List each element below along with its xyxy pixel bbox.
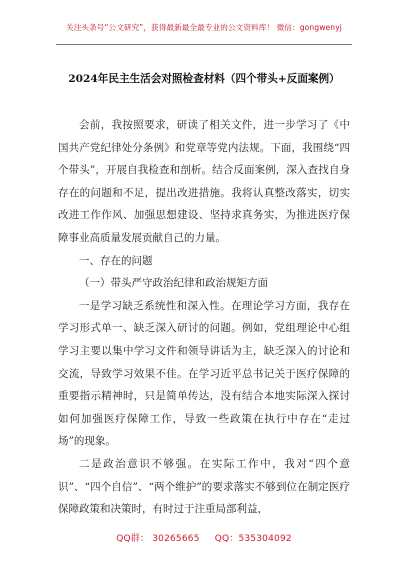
section-heading: 一、存在的问题 <box>79 254 153 267</box>
document-body <box>58 114 350 521</box>
intro-paragraph: 会前，我按照要求，研读了相关文件，进一步学习了《中国共产党纪律处分条例》和党章等党内法规。下面，我围绕“四个带头”，开展自我检查和剖析。结合反面案例，深入查找自身存在的问题和不足，提出改进措施。我将认真整改落实，切实改进工作作风、加强思想建设、坚持求真务实，为推进医疗保障事业高质量发展贡献自己的力量。 <box>58 119 350 244</box>
subsection-heading: （一）带头严守政治纪律和政治规矩方面 <box>79 277 268 290</box>
header-note: 关注头条号“公文研究”，获得最新最全最专业的公文资料库！ 微信：gongwenyj <box>66 23 342 32</box>
footer-qq: QQ：535304092 <box>214 534 292 544</box>
header-divider <box>56 44 352 45</box>
body-paragraph-1: 一是学习缺乏系统性和深入性。在理论学习方面，我存在学习形式单一、缺乏深入研讨的问题。例如，党组理论中心组学习主要以集中学习文件和领导讲话为主，缺乏深入的讨论和交流，导致学习效果不佳。在学习近平总书记关于医疗保障的重要指示精神时，只是简单传达，没有结合本地实际深入探讨如何加强医疗保障工作，导致一些政策在执行中存在“走过场”的现象。 <box>58 299 350 448</box>
footer-contact <box>0 531 408 544</box>
body-paragraph-2: 二是政治意识不够强。在实际工作中，我对“四个意识”、“四个自信”、“两个维护”的要求落实不够到位在制定医疗保障政策和决策时，有时过于注重局部利益， <box>58 457 350 516</box>
footer-qq-group: QQ群： 30265665 <box>116 534 200 544</box>
document-title: 2024年民主生活会对照检查材料（四个带头+反面案例） <box>68 73 340 85</box>
